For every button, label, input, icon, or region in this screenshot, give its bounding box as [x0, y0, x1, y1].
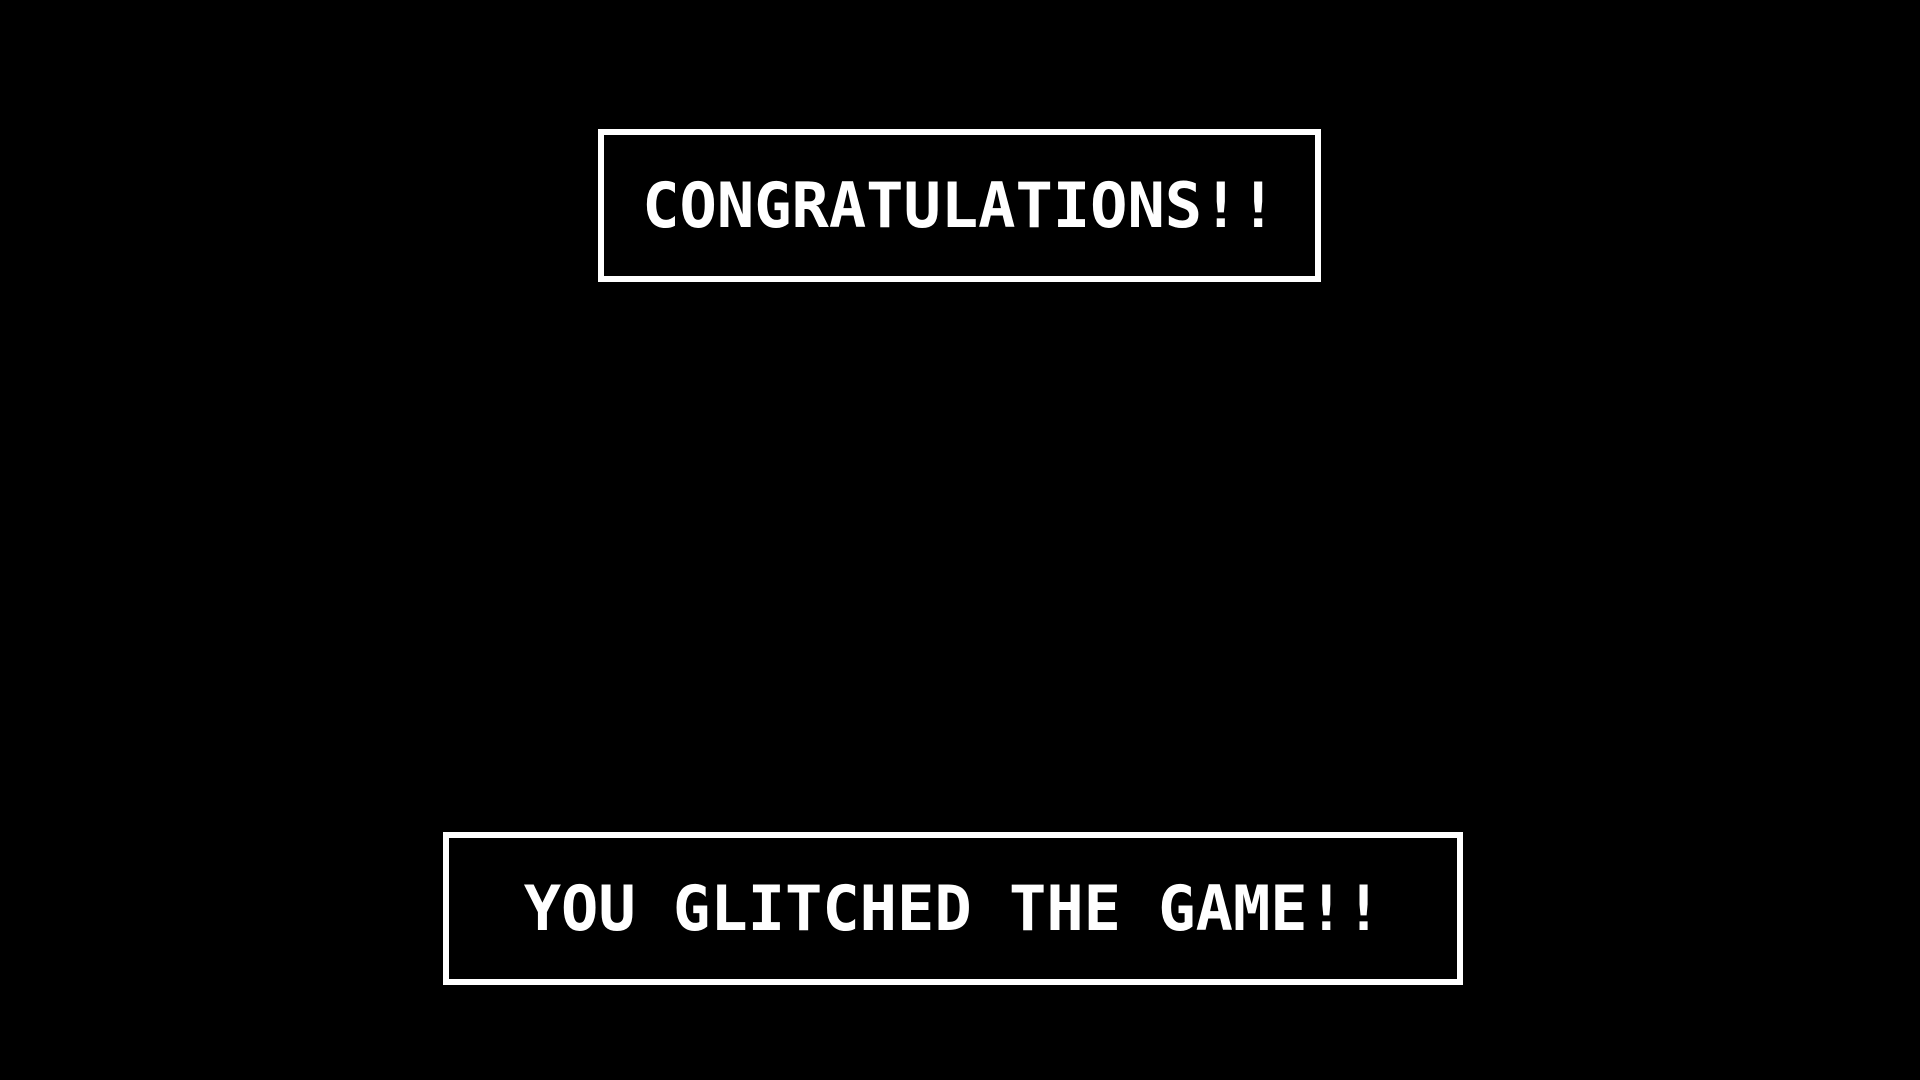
glitch-message-text: YOU GLITCHED THE GAME!! — [523, 871, 1383, 945]
congratulations-text: CONGRATULATIONS!! — [642, 168, 1277, 242]
glitch-message-box — [443, 832, 1463, 985]
congratulations-box — [598, 129, 1321, 282]
